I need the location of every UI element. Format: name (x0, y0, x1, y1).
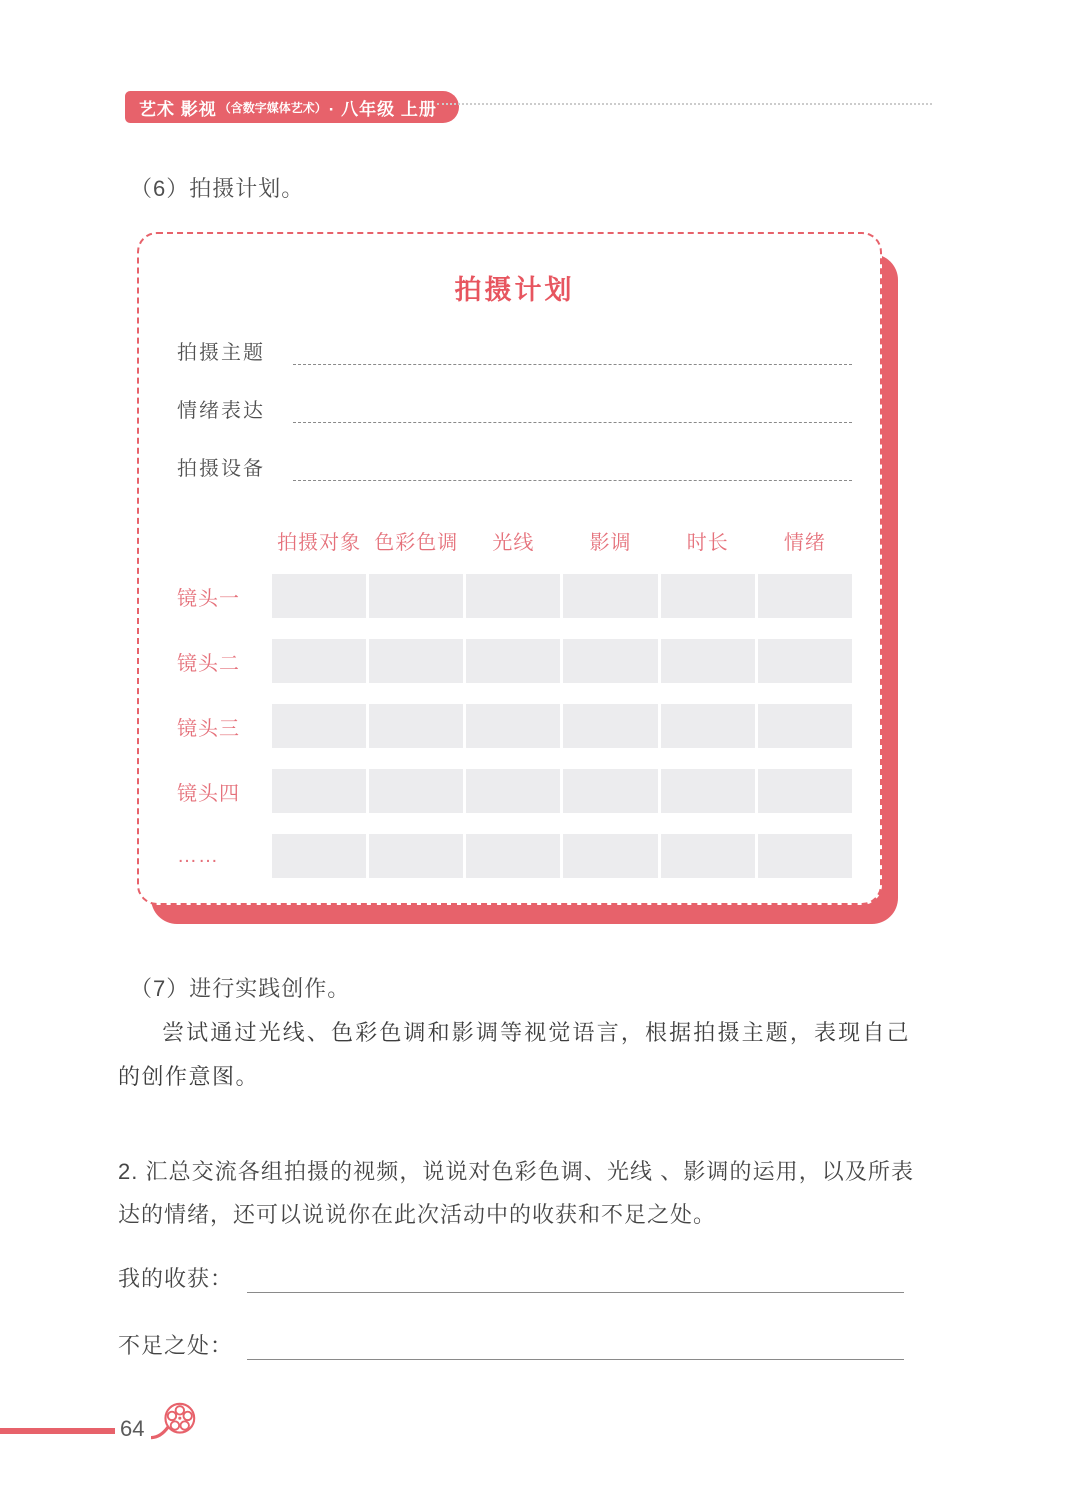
table-cell (369, 574, 463, 618)
table-cell (272, 769, 366, 813)
table-cell (466, 574, 560, 618)
row-label-more: …… (177, 844, 219, 867)
table-cell (272, 834, 366, 878)
badge-subtitle: （含数字媒体艺术） (218, 100, 327, 115)
field-label-equipment: 拍摄设备 (177, 458, 265, 480)
table-cell (758, 834, 852, 878)
table-corner-spacer (177, 529, 269, 557)
shortcomings-blank-line (247, 1334, 904, 1360)
gains-blank-line (247, 1267, 904, 1293)
col-header-emotion: 情绪 (783, 532, 826, 554)
gains-row (118, 1262, 904, 1293)
field-blank-line (293, 459, 852, 481)
table-cell (758, 639, 852, 683)
gains-label: 我的收获： (118, 1266, 234, 1291)
field-row-emotion (177, 399, 852, 423)
table-cell (369, 704, 463, 748)
film-reel-icon (151, 1400, 201, 1446)
step6-heading: （6）拍摄计划。 (130, 176, 305, 201)
footer-accent-bar (0, 1428, 115, 1434)
table-cell (272, 639, 366, 683)
step7-heading: （7）进行实践创作。 (130, 976, 351, 1001)
table-cell (369, 769, 463, 813)
step7-paragraph: 尝试通过光线、色彩色调和影调等视觉语言，根据拍摄主题，表现自己的创作意图。 (118, 1021, 910, 1090)
table-cell (661, 769, 755, 813)
field-label-emotion: 情绪表达 (177, 400, 265, 422)
table-cell (563, 834, 657, 878)
table-cell (758, 574, 852, 618)
plan-box-inner (137, 232, 882, 905)
field-row-equipment (177, 457, 852, 481)
table-cell (272, 704, 366, 748)
shortcomings-row (118, 1329, 904, 1360)
table-cell (466, 769, 560, 813)
table-cell (563, 769, 657, 813)
row-label-shot3: 镜头三 (177, 717, 240, 740)
col-header-shade: 影调 (589, 532, 632, 554)
page-number: 64 (120, 1416, 145, 1441)
header-dotted-rule (437, 103, 932, 105)
table-cell (369, 834, 463, 878)
table-cell (563, 639, 657, 683)
table-cell (563, 574, 657, 618)
table-cell (661, 574, 755, 618)
col-header-duration: 时长 (686, 532, 729, 554)
table-cell (466, 834, 560, 878)
field-row-theme (177, 341, 852, 365)
row-label-shot2: 镜头二 (177, 652, 240, 675)
item2-paragraph: 2. 汇总交流各组拍摄的视频，说说对色彩色调、光线 、影调的运用，以及所表达的情绪，还可以说说你在此次活动中的收获和不足之处。 (118, 1159, 914, 1227)
table-cell (272, 574, 366, 618)
col-header-light: 光线 (492, 532, 535, 554)
badge-grade: · 八年级 上册 (328, 99, 437, 119)
table-cell (466, 704, 560, 748)
badge-title: 艺术 影视 (139, 99, 217, 119)
table-cell (563, 704, 657, 748)
table-cell (758, 704, 852, 748)
table-cell (466, 639, 560, 683)
table-cell (661, 639, 755, 683)
field-blank-line (293, 343, 852, 365)
shot-plan-table (177, 529, 852, 878)
col-header-color-tone: 色彩色调 (374, 532, 459, 554)
shortcomings-label: 不足之处： (118, 1333, 234, 1358)
field-label-theme: 拍摄主题 (177, 342, 265, 364)
table-cell (661, 834, 755, 878)
shooting-plan-box (137, 232, 882, 905)
row-label-shot1: 镜头一 (177, 587, 240, 610)
col-header-subject: 拍摄对象 (277, 532, 362, 554)
table-cell (369, 639, 463, 683)
field-blank-line (293, 401, 852, 423)
plan-box-title: 拍摄计划 (454, 275, 575, 305)
table-cell (758, 769, 852, 813)
chapter-badge (125, 91, 459, 123)
row-label-shot4: 镜头四 (177, 782, 240, 805)
table-cell (661, 704, 755, 748)
